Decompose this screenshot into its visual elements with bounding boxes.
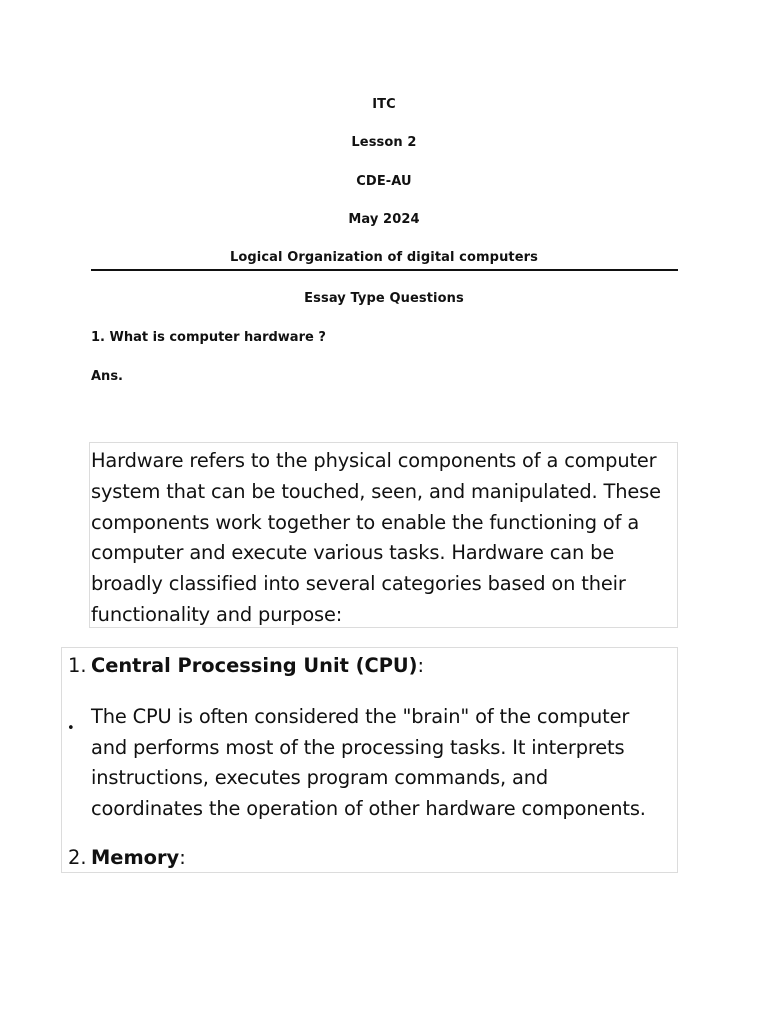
list-suffix: : [417,654,425,677]
description-line: instructions, executes program commands, and [91,766,549,789]
paragraph-line: functionality and purpose: [91,602,343,626]
lesson-label: Lesson 2 [351,135,417,150]
question-text: 1. What is computer hardware ? [91,330,326,345]
list-number: 1. [68,654,87,677]
list-term: Memory [91,846,180,869]
header-divider [91,269,678,271]
paragraph-line: system that can be touched, seen, and manipulated. These [91,479,661,503]
answer-label: Ans. [91,369,123,384]
paragraph-line: broadly classified into several categories based on their [91,572,626,596]
description-line: coordinates the operation of other hardware components. [91,796,646,820]
section-title: Essay Type Questions [304,291,464,306]
hardware-list [61,647,678,873]
paragraph-line: components work together to enable the functioning of a [91,510,640,534]
date-label: May 2024 [348,212,420,227]
topic-title: Logical Organization of digital computers [229,250,539,265]
list-item-memory [68,844,186,872]
cpu-description [91,702,646,824]
intro-paragraph [89,442,678,628]
list-term: Central Processing Unit (CPU) [91,654,418,677]
description-line: and performs most of the processing tasks. It interprets [91,735,625,759]
paragraph-line: Hardware refers to the physical components of a computer [91,449,657,472]
course-code: ITC [372,97,396,112]
description-line: The CPU is often considered the "brain" of the computer [91,705,630,728]
institution-label: CDE-AU [356,174,412,189]
list-item-cpu [68,652,424,680]
paragraph-line: computer and execute various tasks. Hardware can be [91,541,615,565]
list-number: 2. [68,846,87,869]
list-suffix: : [179,846,186,869]
bullet-dot: • [67,721,75,736]
